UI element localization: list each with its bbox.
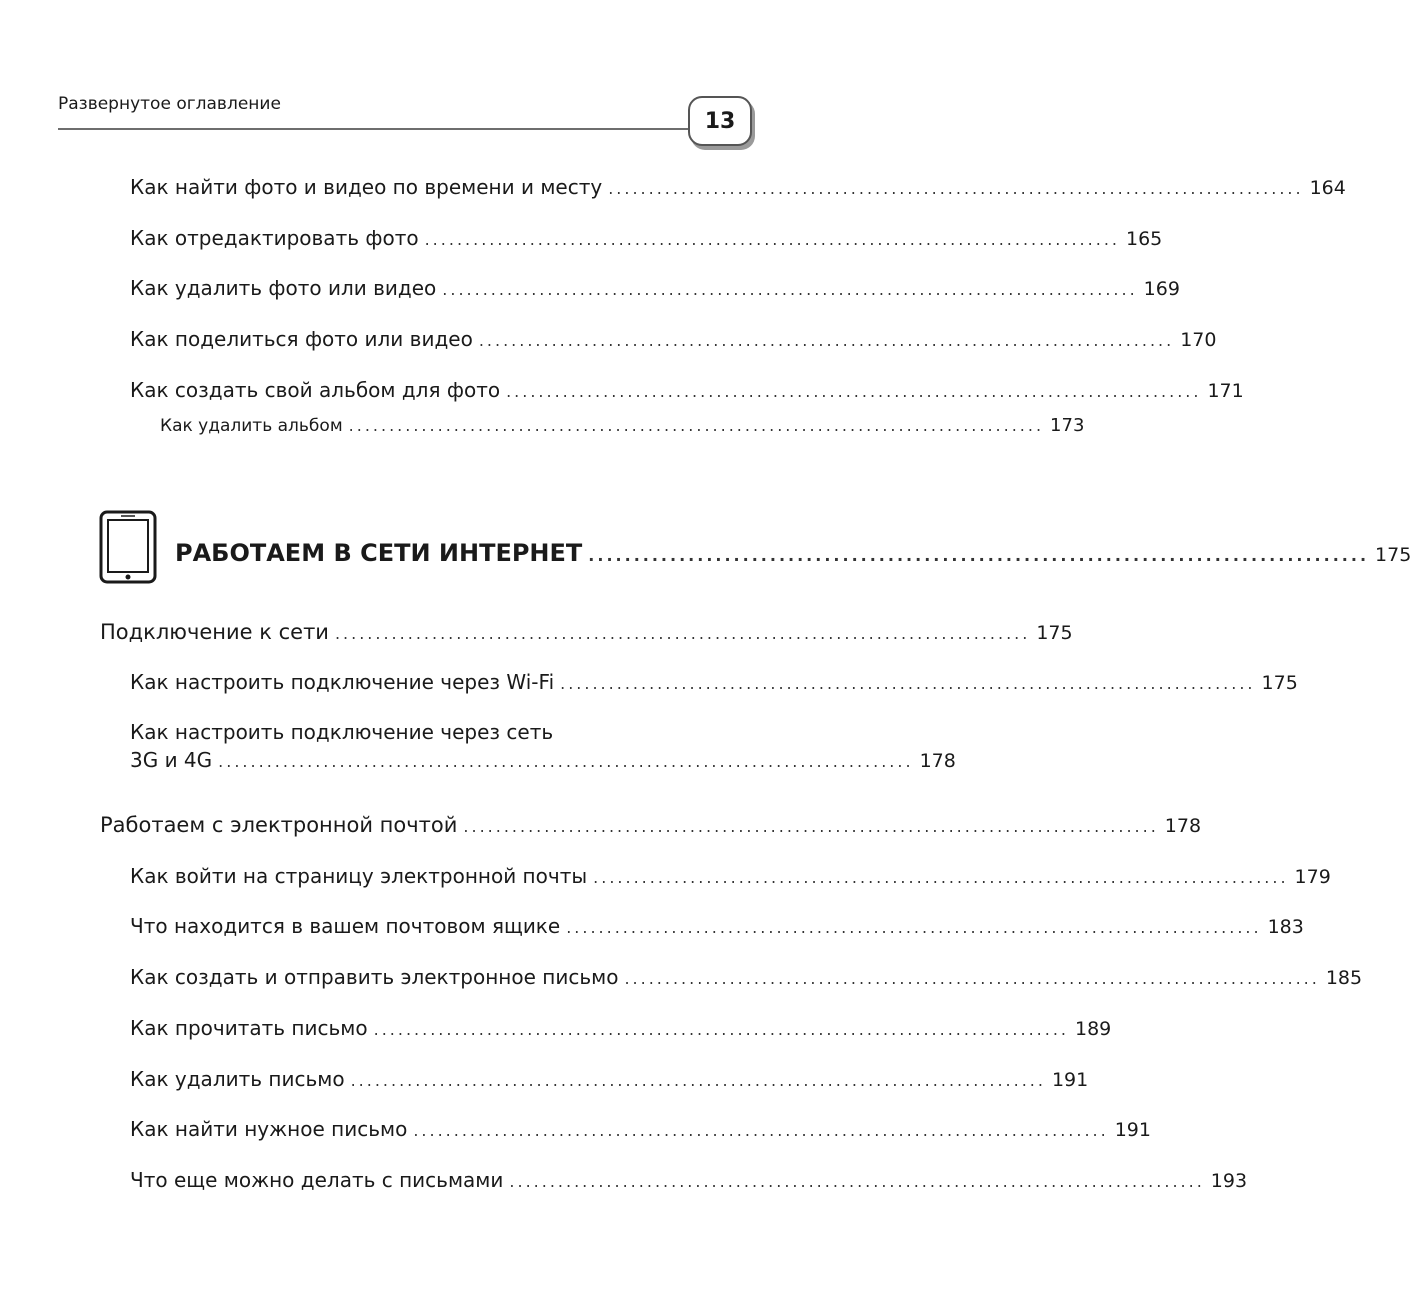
toc-entry-label: Как создать свой альбом для фото (130, 378, 501, 402)
toc-entry-page: 170 (1180, 329, 1217, 351)
dot-leader: ...................................................................................... (588, 546, 1370, 565)
toc-entry-label: Как настроить подключение через Wi-Fi (130, 670, 555, 694)
toc-entry-label: Как найти фото и видео по времени и месту (130, 175, 603, 199)
toc-entry-page: 178 (919, 750, 956, 772)
dot-leader: ...................................................................................... (506, 382, 1202, 401)
toc-entry-label-line2: 3G и 4G (130, 748, 213, 772)
toc-entry[interactable] (130, 327, 1217, 353)
page-number-badge: 13 (688, 96, 752, 146)
toc-entry-page: 165 (1125, 228, 1163, 250)
toc-entry-page: 189 (1075, 1018, 1112, 1040)
toc-entry-page: 191 (1114, 1119, 1151, 1141)
toc-entry-page: 191 (1051, 1069, 1089, 1091)
toc-entry-label: Как отредактировать фото (130, 226, 419, 250)
section-page: 175 (1036, 622, 1073, 644)
toc-entry[interactable] (130, 175, 1346, 201)
toc-entry-page: 193 (1210, 1170, 1248, 1192)
dot-leader: ...................................................................................... (566, 918, 1262, 937)
toc-entry-label: Что находится в вашем почтовом ящике (130, 914, 561, 938)
chapter-page: 175 (1375, 544, 1411, 566)
toc-entry[interactable] (130, 748, 956, 774)
toc-entry-label: Что еще можно делать с письмами (130, 1168, 504, 1192)
dot-leader: ...................................................................................... (350, 1071, 1046, 1090)
toc-entry[interactable] (130, 1117, 1151, 1143)
toc-subentry-label: Как удалить альбом (160, 416, 343, 436)
toc-entry[interactable] (130, 378, 1244, 404)
toc-entry-label: Как удалить фото или видео (130, 276, 437, 300)
dot-leader: ...................................................................................... (463, 817, 1159, 836)
toc-entry-label: Как удалить письмо (130, 1067, 345, 1091)
toc-entry-label: Как прочитать письмо (130, 1016, 368, 1040)
toc-entry-label: Как создать и отправить электронное письмо (130, 965, 619, 989)
toc-entry-page: 185 (1325, 967, 1363, 989)
dot-leader: ...................................................................................... (624, 969, 1320, 988)
toc-entry[interactable] (130, 670, 1298, 696)
toc-entry-page: 164 (1309, 177, 1346, 199)
section-title: Подключение к сети (100, 620, 329, 644)
dot-leader: ...................................................................................... (560, 674, 1256, 693)
dot-leader: ...................................................................................... (478, 331, 1175, 350)
dot-leader: ...................................................................................... (348, 416, 1045, 435)
toc-subentry[interactable] (160, 414, 1085, 438)
toc-entry-label: Как найти нужное письмо (130, 1117, 408, 1141)
toc-entry[interactable] (130, 226, 1163, 252)
toc-entry-label: Как войти на страницу электронной почты (130, 864, 588, 888)
toc-entry[interactable] (130, 1016, 1112, 1042)
dot-leader: ...................................................................................... (373, 1020, 1069, 1039)
dot-leader: ...................................................................................... (442, 280, 1138, 299)
toc-entry-page: 175 (1261, 672, 1298, 694)
section-heading[interactable] (100, 813, 1202, 839)
toc-entry-page: 183 (1267, 916, 1304, 938)
dot-leader: ...................................................................................... (608, 179, 1304, 198)
toc-entry-page: 171 (1207, 380, 1244, 402)
section-title: Работаем с электронной почтой (100, 813, 458, 837)
toc-entry-page: 169 (1143, 278, 1180, 300)
dot-leader: ...................................................................................... (334, 624, 1031, 643)
dot-leader: ...................................................................................... (593, 868, 1289, 887)
toc-entry-label-line1[interactable]: Как настроить подключение через сеть (130, 720, 554, 744)
toc-subentry-page: 173 (1050, 415, 1085, 436)
tablet-icon (99, 510, 157, 584)
toc-entry[interactable] (130, 864, 1331, 890)
toc-entry[interactable] (130, 1067, 1089, 1093)
running-head: Развернутое оглавление (58, 94, 281, 114)
section-heading[interactable] (100, 620, 1073, 646)
toc-entry[interactable] (130, 276, 1180, 302)
dot-leader: ...................................................................................... (413, 1121, 1109, 1140)
toc-entry-page: 179 (1294, 866, 1331, 888)
chapter-heading[interactable] (175, 539, 1411, 568)
chapter-title: РАБОТАЕМ В СЕТИ ИНТЕРНЕТ (175, 539, 583, 567)
toc-entry-label: Как поделиться фото или видео (130, 327, 473, 351)
toc-entry[interactable] (130, 965, 1363, 991)
section-page: 178 (1164, 815, 1202, 837)
header-rule (58, 128, 688, 130)
dot-leader: ...................................................................................... (218, 752, 914, 771)
toc-entry[interactable] (130, 914, 1304, 940)
dot-leader: ...................................................................................... (424, 230, 1120, 249)
toc-entry[interactable] (130, 1168, 1248, 1194)
dot-leader: ...................................................................................... (509, 1172, 1205, 1191)
